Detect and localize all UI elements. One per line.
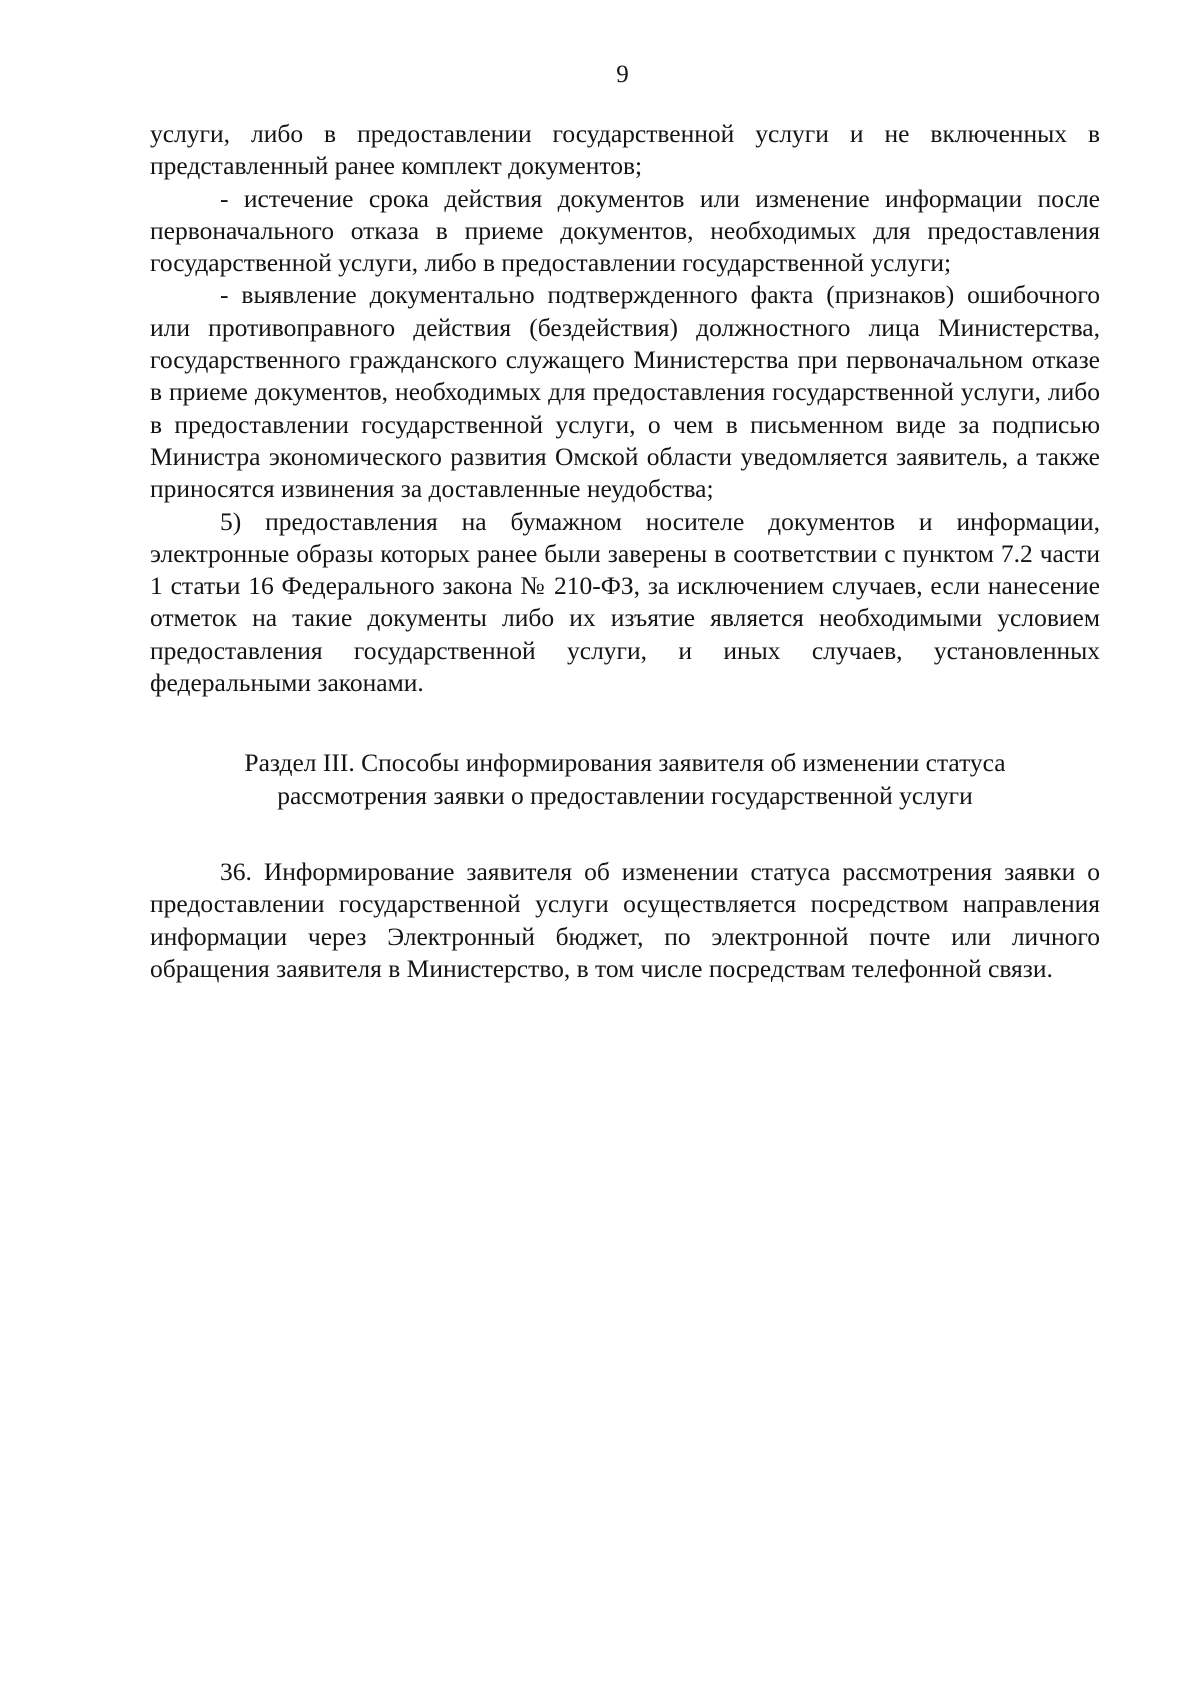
paragraph-continuation: услуги, либо в предоставлении государственной услуги и не включенных в представленный ранее комплект документов;	[150, 119, 1100, 181]
section-heading	[150, 747, 1100, 812]
section-heading-line-1: Раздел III. Способы информирования заявителя об изменении статуса	[244, 748, 1006, 778]
paragraph-error-detection: - выявление документально подтвержденного факта (признаков) ошибочного или противоправного действия (бездействия) должностного лица Министерства, государственного гражданского служащего Министерства при первоначальном отказе в приеме документов, необходимых для предоставления государственной услуги, либо в предоставлении государственной услуги, о чем в письменном виде за подписью Министра экономического развития Омской области уведомляется заявитель, а также приносятся извинения за доставленные неудобства;	[150, 280, 1100, 504]
paragraph-36: 36. Информирование заявителя об изменении статуса рассмотрения заявки о предоставлении государственной услуги осуществляется посредством направления информации через Электронный бюджет, по электронной почте или личного обращения заявителя в Министерство, в том числе посредствам телефонной связи.	[150, 856, 1100, 983]
section-heading-line-2: рассмотрения заявки о предоставлении государственной услуги	[277, 780, 973, 810]
document-body	[150, 118, 1100, 985]
paragraph-item-5: 5) предоставления на бумажном носителе документов и информации, электронные образы которых ранее были заверены в соответствии с пунктом 7.2 части 1 статьи 16 Федерального закона № 210-ФЗ, за исключением случаев, если нанесение отметок на такие документы либо их изъятие является необходимыми условием предоставления государственной услуги, и иных случаев, установленных федеральными законами.	[150, 506, 1100, 698]
page-number: 9	[616, 61, 629, 88]
paragraph-document-expiry: - истечение срока действия документов или изменение информации после первоначального отказа в приеме документов, необходимых для предоставления государственной услуги, либо в предоставлении государственной услуги;	[150, 183, 1100, 278]
